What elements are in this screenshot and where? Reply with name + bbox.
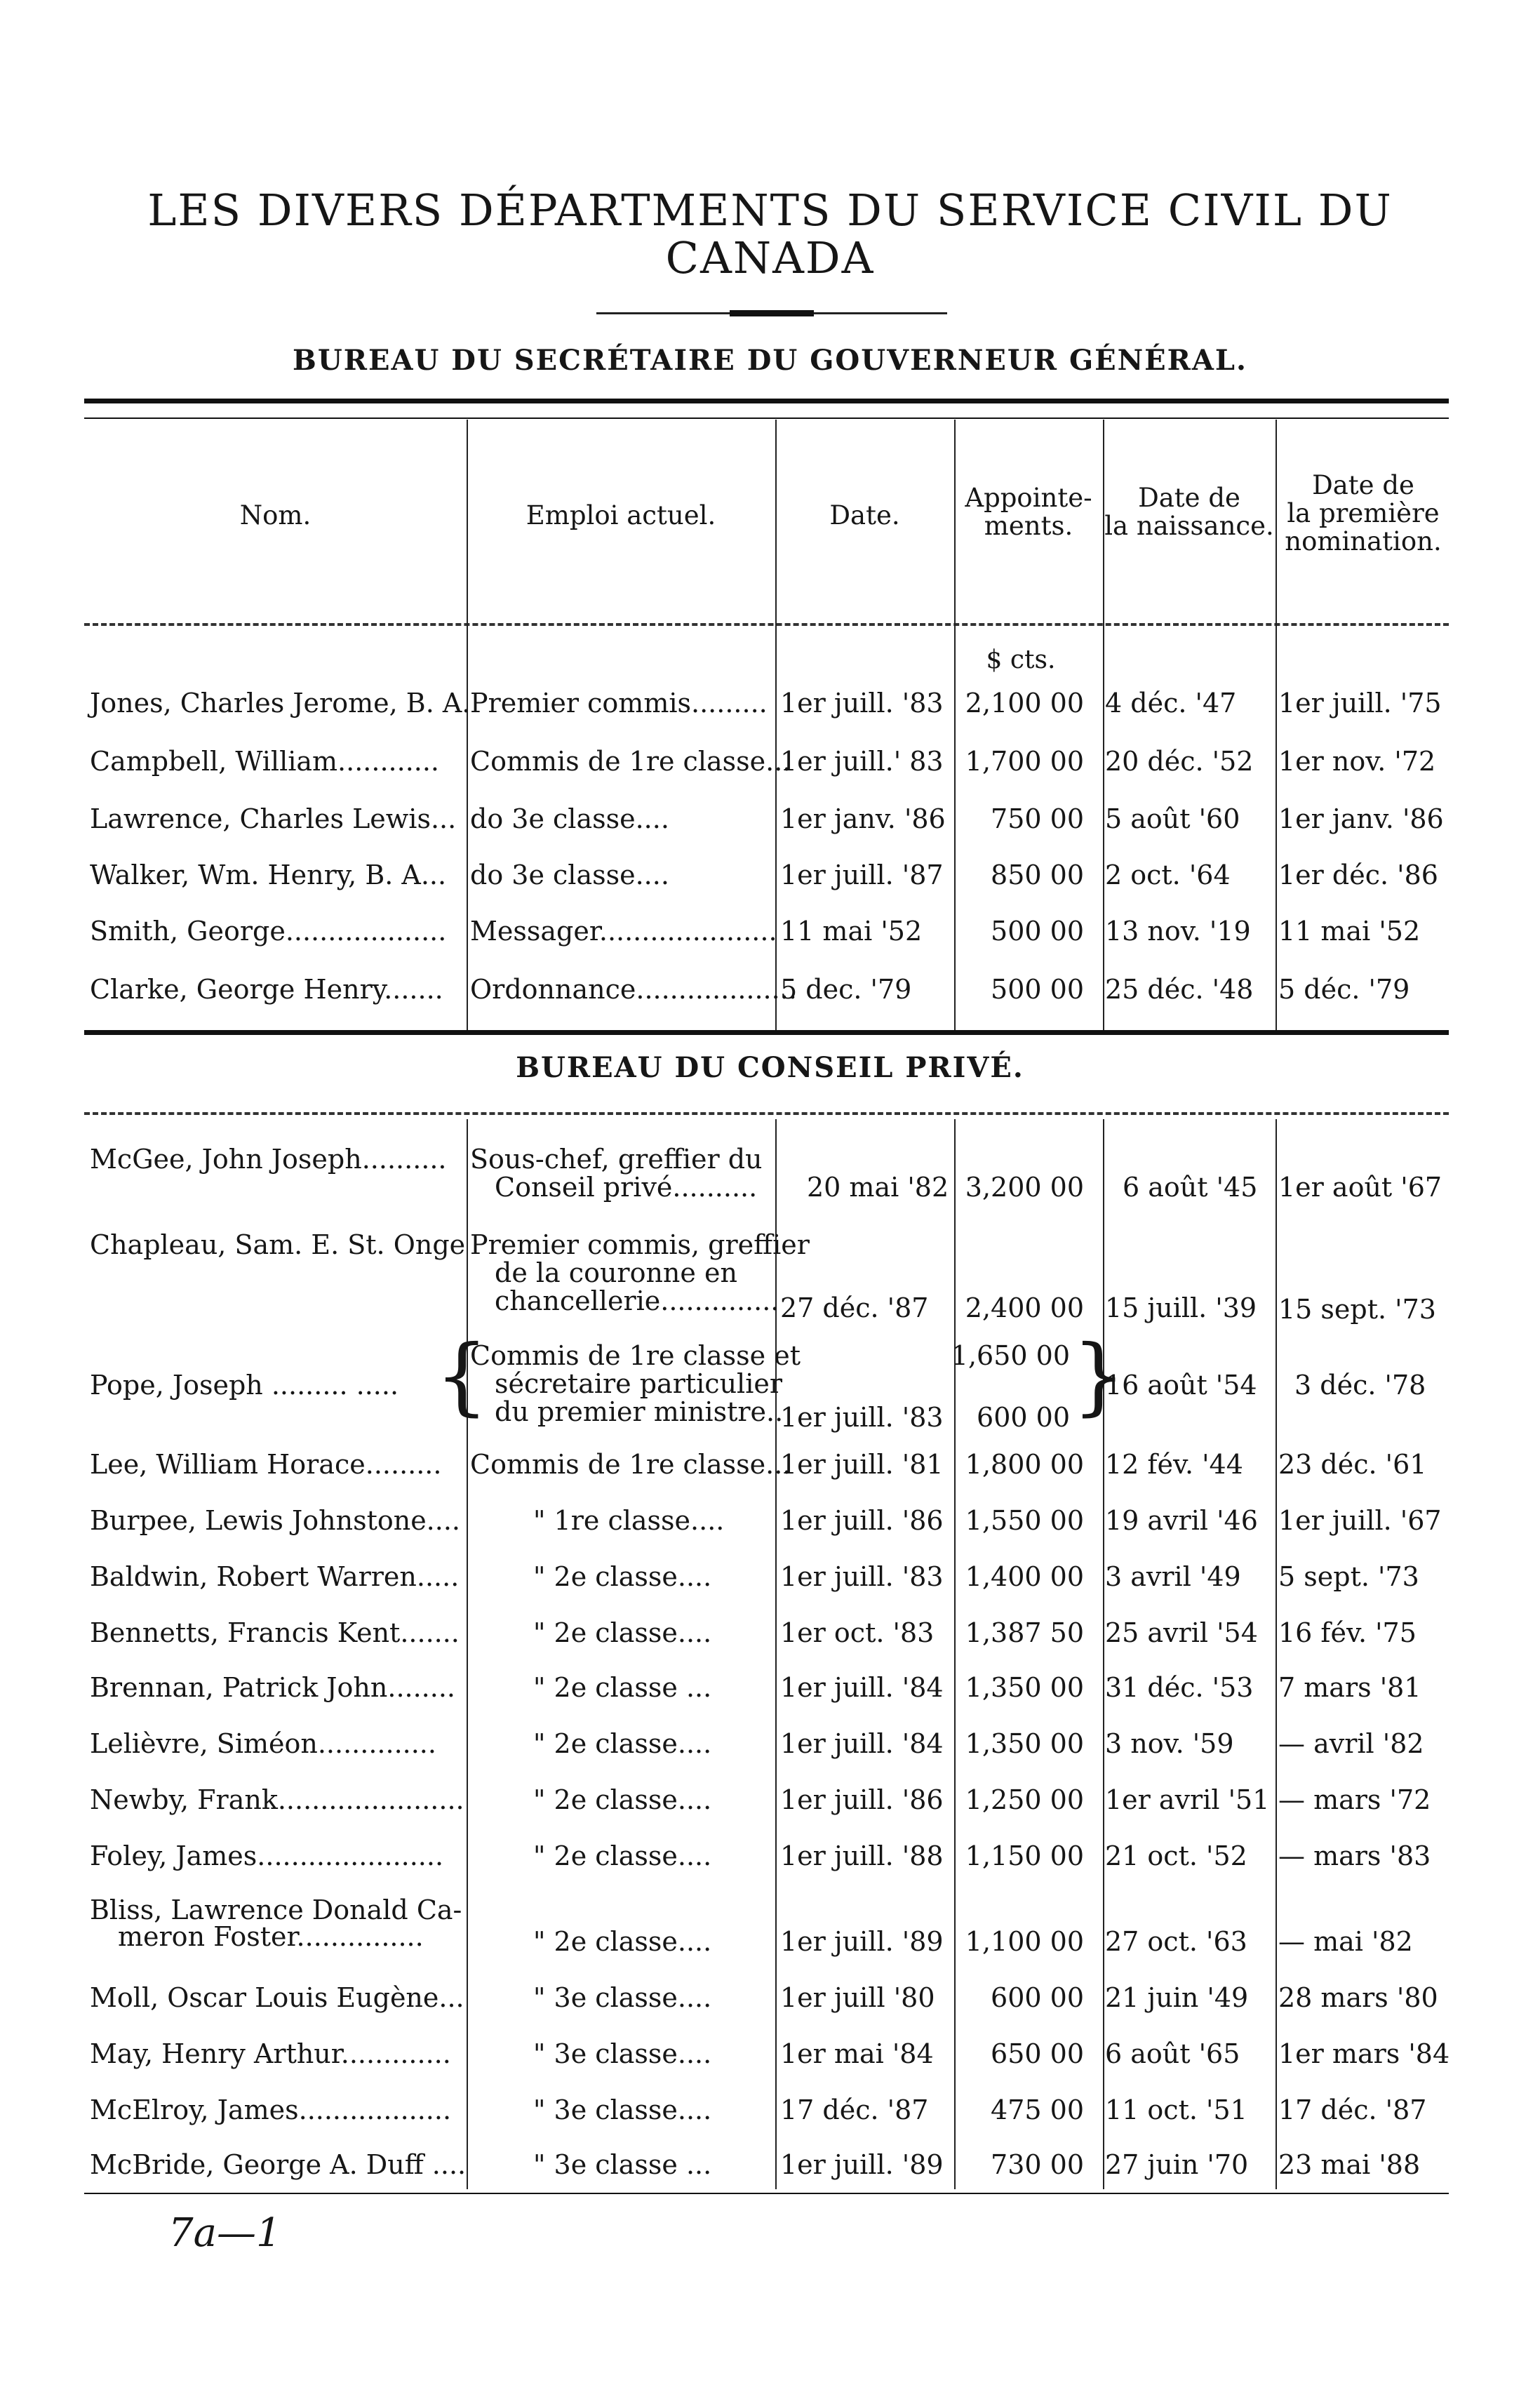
cell-date: 1er janv. '86 (780, 803, 946, 834)
cell-amt: 1,650 00 (951, 1340, 1070, 1371)
cell-amt: 475 00 (991, 2094, 1084, 2125)
cell-first: 1er juill. '67 (1278, 1505, 1442, 1536)
cell-emploi: Commis de 1re classe et (470, 1340, 801, 1371)
cell-emploi: " 3e classe.... (533, 2094, 712, 2125)
cell-emploi: " 2e classe ... (533, 1672, 712, 1703)
cell-name: Pope, Joseph ......... ..... (90, 1370, 399, 1401)
cell-amt: 850 00 (991, 860, 1084, 890)
cell-name: Lee, William Horace......... (90, 1449, 442, 1480)
cell-name: May, Henry Arthur............. (90, 2038, 451, 2069)
cell-emploi: " 1re classe.... (533, 1505, 725, 1536)
cell-emploi: do 3e classe.... (470, 803, 669, 834)
page-footer-signature: 7a—1 (168, 2210, 281, 2256)
cell-emploi: Ordonnance................... (470, 974, 797, 1005)
header-emploi: Emploi actuel. (525, 500, 716, 530)
cell-name: Moll, Oscar Louis Eugène... (90, 1982, 464, 2013)
column-divider (1275, 1119, 1277, 2189)
cell-amt: 650 00 (991, 2038, 1084, 2069)
cell-emploi: chancellerie.............. (495, 1285, 779, 1316)
cell-emploi: Premier commis, greffier (470, 1229, 810, 1260)
cell-emploi: " 2e classe.... (533, 1561, 712, 1592)
cell-emploi: Sous-chef, greffier du (470, 1144, 763, 1175)
column-divider (467, 1119, 468, 2189)
table-top-thin-rule (84, 417, 1449, 419)
cell-name: Campbell, William............ (90, 746, 440, 777)
cell-name: Lelièvre, Siméon.............. (90, 1728, 436, 1759)
cell-amt: 1,350 00 (965, 1672, 1084, 1703)
cell-amt: 2,100 00 (965, 688, 1084, 719)
cell-name: Baldwin, Robert Warren..... (90, 1561, 460, 1592)
cell-birth: 25 avril '54 (1105, 1617, 1258, 1648)
currency-label: $ cts. (986, 646, 1056, 674)
section-heading-conseil: BUREAU DU CONSEIL PRIVÉ. (516, 1051, 1024, 1084)
page-title-line-2: CANADA (665, 232, 875, 283)
cell-name: Smith, George................... (90, 916, 447, 947)
cell-name: Bliss, Lawrence Donald Ca- (90, 1895, 462, 1925)
cell-amt: 750 00 (991, 803, 1084, 834)
cell-amt: 500 00 (991, 974, 1084, 1005)
cell-birth: 13 nov. '19 (1105, 916, 1251, 947)
cell-birth: 12 fév. '44 (1105, 1449, 1243, 1480)
header-appointements: Appointe- ments. (965, 483, 1092, 541)
cell-birth: 20 déc. '52 (1105, 746, 1254, 777)
cell-date: 1er juill. '87 (780, 860, 944, 890)
section-heading-secretaire: BUREAU DU SECRÉTAIRE DU GOUVERNEUR GÉNÉRAL. (293, 344, 1247, 377)
table-top-rule (84, 399, 1449, 403)
cell-date: 1er juill. '81 (780, 1449, 944, 1480)
cell-birth: 27 juin '70 (1105, 2149, 1249, 2180)
header-bottom-rule (84, 623, 1449, 626)
cell-first: — mars '72 (1278, 1784, 1431, 1815)
cell-first: — mars '83 (1278, 1840, 1431, 1871)
cell-birth: 25 déc. '48 (1105, 974, 1254, 1005)
cell-name: Lawrence, Charles Lewis... (90, 803, 457, 834)
cell-date: 1er juill '80 (780, 1982, 935, 2013)
cell-first: 23 déc. '61 (1278, 1449, 1427, 1480)
section2-top-rule (84, 1112, 1449, 1115)
cell-name: Walker, Wm. Henry, B. A... (90, 860, 447, 890)
cell-date: 27 déc. '87 (780, 1292, 929, 1323)
header-date: Date. (829, 500, 900, 530)
table-bottom-rule (84, 2193, 1449, 2194)
cell-first: 3 déc. '78 (1294, 1370, 1426, 1401)
section-divider-rule (84, 1030, 1449, 1035)
cell-date: 1er oct. '83 (780, 1617, 935, 1648)
cell-birth: 6 août '45 (1123, 1172, 1258, 1203)
header-nom: Nom. (239, 500, 312, 530)
cell-birth: 21 oct. '52 (1105, 1840, 1247, 1871)
cell-date: 20 mai '82 (807, 1172, 949, 1203)
right-brace-icon: } (1072, 1328, 1126, 1425)
cell-date: 1er juill. '86 (780, 1505, 944, 1536)
cell-amt: 600 00 (977, 1402, 1070, 1433)
cell-date: 1er juill. '84 (780, 1672, 944, 1703)
cell-first: — avril '82 (1278, 1728, 1424, 1759)
cell-first: 1er nov. '72 (1278, 746, 1436, 777)
column-divider (954, 1119, 956, 2189)
cell-emploi: de la couronne en (495, 1257, 737, 1288)
cell-first: 15 sept. '73 (1278, 1294, 1436, 1325)
column-divider (775, 1119, 777, 2189)
cell-amt: 3,200 00 (965, 1172, 1084, 1203)
cell-date: 1er juill. '89 (780, 1926, 944, 1957)
title-separator (596, 312, 947, 314)
cell-birth: 27 oct. '63 (1105, 1926, 1247, 1957)
cell-birth: 19 avril '46 (1105, 1505, 1258, 1536)
cell-name: McBride, George A. Duff .... (90, 2149, 467, 2180)
cell-emploi: do 3e classe.... (470, 860, 669, 890)
cell-date: 5 dec. '79 (780, 974, 912, 1005)
cell-birth: 2 oct. '64 (1105, 860, 1231, 890)
cell-date: 1er juill. '83 (780, 688, 944, 719)
column-divider (1103, 1119, 1104, 2189)
cell-first: 16 fév. '75 (1278, 1617, 1417, 1648)
cell-name: Newby, Frank...................... (90, 1784, 464, 1815)
cell-birth: 3 avril '49 (1105, 1561, 1241, 1592)
cell-amt: 1,350 00 (965, 1728, 1084, 1759)
cell-birth: 11 oct. '51 (1105, 2094, 1247, 2125)
cell-amt: 1,150 00 (965, 1840, 1084, 1871)
cell-name: meron Foster............... (118, 1921, 424, 1952)
cell-amt: 730 00 (991, 2149, 1084, 2180)
cell-date: 1er juill. '84 (780, 1728, 944, 1759)
cell-first: 1er janv. '86 (1278, 803, 1444, 834)
header-naissance: Date de la naissance. (1104, 483, 1274, 541)
cell-birth: 15 juill. '39 (1105, 1292, 1257, 1323)
cell-date: 1er juill.' 83 (780, 746, 944, 777)
cell-name: Foley, James...................... (90, 1840, 444, 1871)
cell-name: McElroy, James.................. (90, 2094, 452, 2125)
cell-first: 5 sept. '73 (1278, 1561, 1419, 1592)
cell-birth: 21 juin '49 (1105, 1982, 1249, 2013)
cell-name: McGee, John Joseph.......... (90, 1144, 447, 1175)
cell-birth: 1er avril '51 (1105, 1784, 1270, 1815)
cell-name: Jones, Charles Jerome, B. A. (90, 688, 471, 719)
cell-first: 17 déc. '87 (1278, 2094, 1427, 2125)
cell-amt: 1,800 00 (965, 1449, 1084, 1480)
cell-first: 1er juill. '75 (1278, 688, 1442, 719)
header-nomination: Date de la première nomination. (1285, 470, 1442, 556)
cell-emploi: " 2e classe.... (533, 1840, 712, 1871)
cell-emploi: " 3e classe.... (533, 1982, 712, 2013)
cell-first: 1er mars '84 (1278, 2038, 1450, 2069)
cell-amt: 500 00 (991, 916, 1084, 947)
left-brace-icon: { (435, 1328, 489, 1425)
cell-emploi: " 2e classe.... (533, 1926, 712, 1957)
cell-first: 7 mars '81 (1278, 1672, 1421, 1703)
cell-date: 1er juill. '88 (780, 1840, 944, 1871)
cell-emploi: Commis de 1re classe... (470, 746, 791, 777)
cell-emploi: Messager..................... (470, 916, 777, 947)
cell-amt: 1,700 00 (965, 746, 1084, 777)
cell-first: 11 mai '52 (1278, 916, 1421, 947)
cell-emploi: " 2e classe.... (533, 1784, 712, 1815)
cell-date: 1er juill. '83 (780, 1561, 944, 1592)
cell-name: Brennan, Patrick John........ (90, 1672, 455, 1703)
cell-first: 28 mars '80 (1278, 1982, 1438, 2013)
cell-date: 1er juill. '89 (780, 2149, 944, 2180)
cell-emploi: Conseil privé.......... (495, 1172, 758, 1203)
cell-first: — mai '82 (1278, 1926, 1413, 1957)
cell-amt: 600 00 (991, 1982, 1084, 2013)
cell-emploi: " 2e classe.... (533, 1617, 712, 1648)
cell-amt: 1,387 50 (965, 1617, 1084, 1648)
cell-first: 1er déc. '86 (1278, 860, 1438, 890)
cell-date: 17 déc. '87 (780, 2094, 929, 2125)
cell-amt: 1,550 00 (965, 1505, 1084, 1536)
cell-name: Bennetts, Francis Kent....... (90, 1617, 460, 1648)
cell-date: 1er juill. '86 (780, 1784, 944, 1815)
cell-birth: 31 déc. '53 (1105, 1672, 1254, 1703)
cell-first: 23 mai '88 (1278, 2149, 1421, 2180)
cell-first: 1er août '67 (1278, 1172, 1442, 1203)
cell-name: Chapleau, Sam. E. St. Onge (90, 1229, 466, 1260)
cell-birth: 6 août '65 (1105, 2038, 1240, 2069)
cell-date: 1er juill. '83 (780, 1402, 944, 1433)
cell-amt: 1,400 00 (965, 1561, 1084, 1592)
page-title-line-1: LES DIVERS DÉPARTMENTS DU SERVICE CIVIL DU (147, 185, 1393, 236)
cell-emploi: " 3e classe ... (533, 2149, 712, 2180)
cell-birth: 3 nov. '59 (1105, 1728, 1234, 1759)
cell-amt: 1,100 00 (965, 1926, 1084, 1957)
cell-amt: 2,400 00 (965, 1292, 1084, 1323)
cell-birth: 5 août '60 (1105, 803, 1240, 834)
cell-emploi: du premier ministre.. (495, 1396, 784, 1427)
cell-first: 5 déc. '79 (1278, 974, 1410, 1005)
cell-birth: 4 déc. '47 (1105, 688, 1237, 719)
cell-date: 1er mai '84 (780, 2038, 934, 2069)
cell-emploi: sécretaire particulier (495, 1368, 783, 1399)
cell-name: Clarke, George Henry....... (90, 974, 443, 1005)
cell-emploi: Premier commis......... (470, 688, 768, 719)
cell-emploi: " 2e classe.... (533, 1728, 712, 1759)
cell-name: Burpee, Lewis Johnstone.... (90, 1505, 460, 1536)
cell-emploi: " 3e classe.... (533, 2038, 712, 2069)
cell-emploi: Commis de 1re classe... (470, 1449, 791, 1480)
cell-amt: 1,250 00 (965, 1784, 1084, 1815)
cell-date: 11 mai '52 (780, 916, 923, 947)
cell-birth: 16 août '54 (1105, 1370, 1257, 1401)
